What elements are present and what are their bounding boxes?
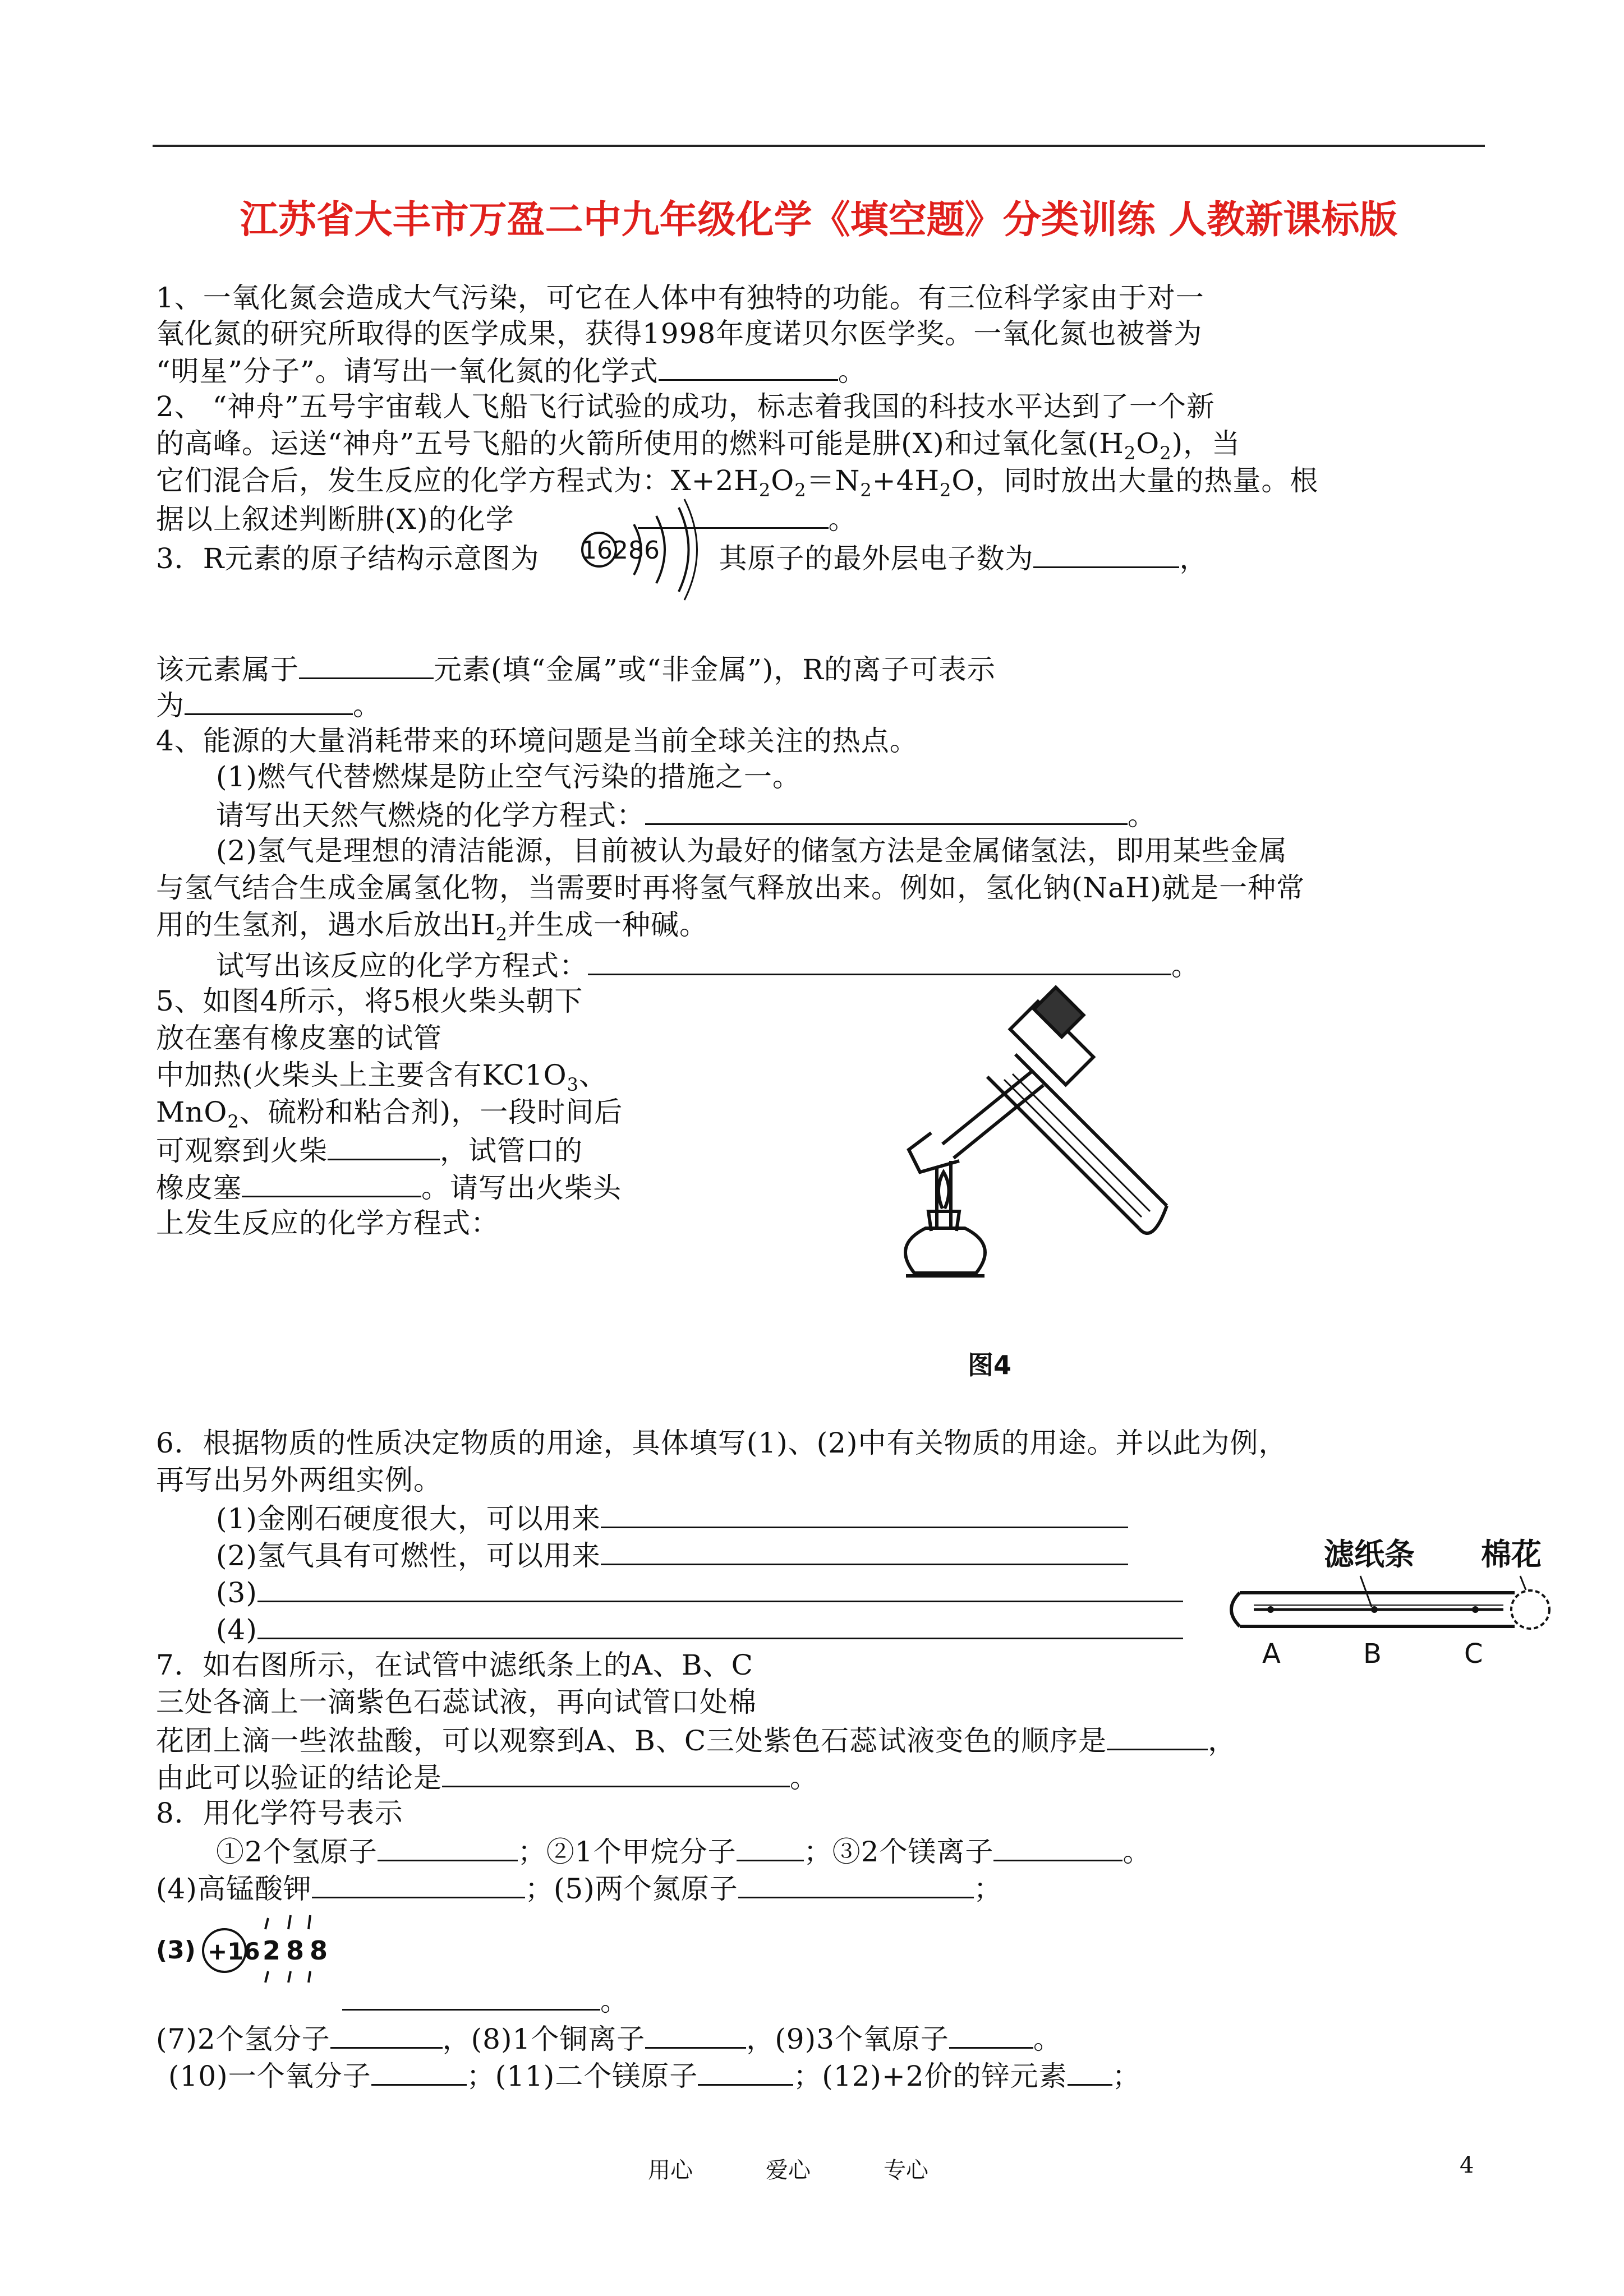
q7-label-paper: 滤纸条 — [1324, 1537, 1415, 1572]
q1-line-3: “明星”分子”。请写出一氧化氮的化学式 。 — [156, 351, 867, 390]
q8-row-2: (4)高锰酸钾 ；(5)两个氮原子 ； — [156, 1869, 1002, 1907]
q3-line-1: 3．R元素的原子结构示意图为 其原子的最外层电子数为 ， — [156, 538, 1208, 577]
q8-answer-5-blank[interactable] — [738, 1869, 974, 1898]
q3-electron-blank[interactable] — [1033, 538, 1179, 568]
q4-line-2: (1)燃气代替燃煤是防止空气污染的措施之一。 — [216, 760, 801, 793]
q7-conclusion-blank[interactable] — [442, 1758, 790, 1787]
page-title: 江苏省大丰市万盈二中九年级化学《填空题》分类训练 人教新课标版 — [240, 198, 1398, 242]
q2-line-4: 据以上叙述判断肼(X)的化学 。 — [156, 499, 857, 538]
q7-label-b: B — [1363, 1638, 1382, 1670]
q3-line-2: 该元素属于 元素(填“金属”或“非金属”)，R的离子可表示 — [156, 649, 996, 688]
q4-line-4: (2)氢气是理想的清洁能源，目前被认为最好的储氢方法是金属储氢法，即用某些金属 — [216, 835, 1287, 867]
q5-line-1: 5、如图4所示，将5根火柴头朝下 — [156, 985, 583, 1017]
q4-line-1: 4、能源的大量消耗带来的环境问题是当前全球关注的热点。 — [156, 725, 918, 757]
q3-type-blank[interactable] — [299, 649, 434, 679]
q6-line-1: 6．根据物质的性质决定物质的用途，具体填写(1)、(2)中有关物质的用途。并以此为例， — [156, 1427, 1287, 1459]
q7-line-1: 7．如右图所示，在试管中滤纸条上的A、B、C — [156, 1649, 753, 1681]
q8-answer-8-blank[interactable] — [645, 2019, 746, 2049]
q2-line-3: 它们混合后，发生反应的化学方程式为：$X+2H_2O_2=N_2+4H_2O$，同时放出大量的热量。根 — [156, 464, 1319, 501]
q6-item-3: (3) — [216, 1573, 1183, 1611]
q8-ion-diagram — [156, 1907, 358, 1991]
q8-ion-shells: 288 — [263, 1935, 334, 1966]
q7-line-2: 三处各滴上一滴紫色石蕊试液，再向试管口处棉 — [156, 1686, 757, 1718]
q6-item-4: (4) — [216, 1610, 1183, 1648]
q7-label-a: A — [1262, 1638, 1281, 1670]
q4-line-3: 请写出天然气燃烧的化学方程式： 。 — [216, 795, 1156, 834]
q8-answer-4-blank[interactable] — [312, 1869, 525, 1898]
q6-item-1-blank[interactable] — [601, 1499, 1128, 1528]
q8-ion-nucleus: +16 — [208, 1938, 260, 1965]
q1-line-1: 1、一氧化氮会造成大气污染，可它在人体中有独特的功能。有三位科学家由于对一 — [156, 282, 1204, 314]
q4-line-7: 试写出该反应的化学方程式： 。 — [216, 946, 1200, 984]
q4-equation-blank-2[interactable] — [588, 946, 1171, 975]
q3-atom-diagram — [572, 494, 729, 606]
q5-line-7: 上发生反应的化学方程式： — [156, 1207, 499, 1239]
q5-apparatus-figure — [875, 981, 1189, 1295]
q8-answer-12-blank[interactable] — [1068, 2056, 1112, 2086]
q8-answer-11-blank[interactable] — [698, 2056, 793, 2086]
page-number: 4 — [1460, 2152, 1474, 2178]
q8-row-4: (7)2个氢分子 ，(8)1个铜离子 ，(9)3个氧原子 。 — [156, 2019, 1062, 2058]
footer-text-2: 爱心 — [766, 2157, 811, 2183]
q4-line-6: 用的生氢剂，遇水后放出$H_2$并生成一种碱。 — [156, 909, 708, 945]
q5-line-6: 橡皮塞 。请写出火柴头 — [156, 1168, 622, 1206]
q7-test-tube-figure — [1223, 1525, 1571, 1682]
q7-label-c: C — [1464, 1638, 1483, 1670]
q5-line-5: 可观察到火柴 ，试管口的 — [156, 1131, 583, 1169]
q7-line-4: 由此可以验证的结论是 。 — [156, 1758, 818, 1796]
q8-answer-7-blank[interactable] — [330, 2019, 443, 2049]
q8-row-1: ①2个氢原子 ；②1个甲烷分子 ；③2个镁离子 。 — [216, 1832, 1151, 1870]
q6-item-2: (2)氢气具有可燃性，可以用来 — [216, 1536, 1128, 1574]
q6-line-2: 再写出另外两组实例。 — [156, 1464, 442, 1496]
q3-atom-diagram-text: 16286 — [581, 536, 660, 565]
q7-label-cotton: 棉花 — [1481, 1537, 1542, 1572]
q6-item-2-blank[interactable] — [601, 1536, 1128, 1565]
q8-ion-prefix: (3) — [156, 1936, 196, 1965]
footer-text-1: 用心 — [648, 2157, 693, 2183]
q2-line-1: 2、 “神舟”五号宇宙载人飞船飞行试验的成功，标志着我国的科技水平达到了一个新 — [156, 390, 1215, 423]
q8-answer-1-blank[interactable] — [378, 1832, 518, 1861]
q8-answer-3-blank[interactable] — [993, 1832, 1122, 1861]
q1-line-2: 氧化氮的研究所取得的医学成果，获得1998年度诺贝尔医学奖。一氧化氮也被誉为 — [156, 317, 1203, 350]
q8-answer-10-blank[interactable] — [371, 2056, 467, 2086]
q8-row-3: 。 — [342, 1981, 629, 2020]
q4-equation-blank-1[interactable] — [645, 795, 1128, 825]
q3-line-3: 为 。 — [156, 685, 381, 724]
header-rule — [153, 145, 1485, 147]
q8-answer-6-blank[interactable] — [342, 1981, 600, 2011]
q8-answer-9-blank[interactable] — [949, 2019, 1033, 2049]
footer-text-3: 专心 — [884, 2157, 928, 2183]
q7-order-blank[interactable] — [1107, 1721, 1208, 1750]
q5-line-4: MnO$_2$、硫粉和粘合剂)，一段时间后 — [156, 1096, 623, 1132]
q5-line-3: 中加热(火柴头上主要含有$KC1O_3$、 — [156, 1059, 608, 1095]
q7-line-3: 花团上滴一些浓盐酸，可以观察到A、B、C三处紫色石蕊试液变色的顺序是 ， — [156, 1721, 1236, 1759]
q5-figure-caption: 图4 — [968, 1350, 1012, 1380]
q6-item-4-blank[interactable] — [257, 1610, 1183, 1639]
q8-row-5: (10)一个氧分子 ；(11)二个镁原子 ；(12)+2价的锌元素 ； — [168, 2056, 1141, 2095]
q2-line-2: 的高峰。运送“神舟”五号飞船的火箭所使用的燃料可能是肼(X)和过氧化氢$(H_2O_2)$，当 — [156, 427, 1241, 464]
q5-stopper-blank[interactable] — [242, 1168, 421, 1197]
q6-item-3-blank[interactable] — [257, 1573, 1183, 1602]
q5-match-blank[interactable] — [328, 1131, 440, 1160]
q4-line-5: 与氢气结合生成金属氢化物，当需要时再将氢气释放出来。例如，氢化钠(NaH)就是一种常 — [156, 872, 1305, 904]
q5-line-2: 放在塞有橡皮塞的试管 — [156, 1022, 442, 1054]
q6-item-1: (1)金刚石硬度很大，可以用来 — [216, 1499, 1128, 1537]
q1-answer-blank[interactable] — [659, 351, 838, 381]
q8-line-1: 8．用化学符号表示 — [156, 1797, 403, 1829]
q8-answer-2-blank[interactable] — [737, 1832, 804, 1861]
q3-ion-blank[interactable] — [185, 685, 353, 715]
